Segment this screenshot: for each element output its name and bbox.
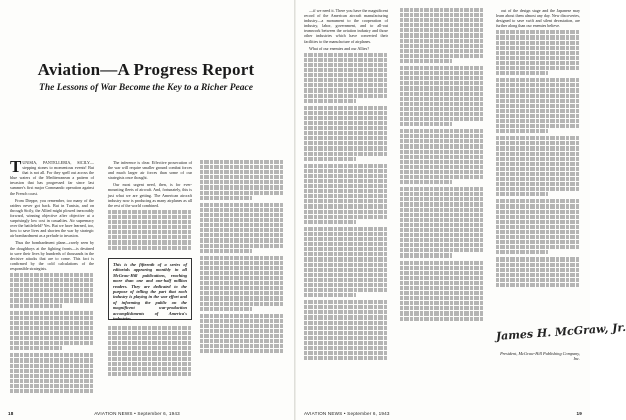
opening-paragraph — [10, 157, 94, 196]
paragraph: out of the design stage and the Japanese may learn about them almost any day. New discoveries, designed to save swift and silent devastation, are further along than our enemies believe. — [496, 8, 580, 29]
paragraph: Thus the bombardment plane—rarely seen by the doughboys at the fighting fronts—is destined to save their lives by hundreds of thousands in the decisive attacks that are to come. This fact is confirmed by the cold calculations of the responsible strategists. — [10, 240, 94, 271]
text-column-1 — [10, 157, 94, 382]
paragraph: From Dieppe, you remember, too many of the raiders never got back. But in Tunisia, and on through Sicily, the Allied might plowed inexorably forward, winning objective after objective at a surprisingly low cost in casualties. Air supremacy over the battlefield? Yes. But we have learned, too, how to save lives and shorten the war by strategic air bombardment as a prelude to invasion. — [10, 197, 94, 239]
dropcap-letter: T — [10, 157, 22, 176]
paragraph: The inference is clear. Effective prosecution of the war will require smaller ground combat forces and much larger air forces than some of our strategists once thought. — [108, 160, 192, 181]
unreadable-text — [400, 8, 484, 321]
signature-title: President, McGraw-Hill Publishing Company, Inc. — [500, 351, 580, 361]
text-column-3 — [200, 160, 284, 382]
text-column-2 — [108, 160, 192, 254]
text-column-4 — [304, 8, 388, 382]
article-deck: The Lessons of War Become the Key to a Richer Peace — [39, 83, 253, 93]
editorial-series-notice: This is the fifteenth of a series of editorials appearing monthly in all McGraw-Hill publications, reaching more than one and one-half million readers. They are dedicated to the purpose of telling the part that each industry is playing in the war effort and of informing the public on the magnificent war-production accomplishments of America's industries. — [108, 258, 192, 320]
text-column-6 — [496, 8, 580, 326]
paragraph: —if we need it. There you have the magnificent record of the American aircraft manufacturing industry—a monument to the cooperation of industry, labor, government, and to all-out teamwork between the aviation industry and those other industries which have converted their facilities to the manufacture of airplanes. — [304, 8, 388, 44]
left-page — [0, 0, 294, 420]
opening-text: UNISIA, PANTELLERIA, SICILY—stepping stones to momentous events! But that is not all. For they spell out across the blue waters of the Mediterranean a pattern of invasion that has progressed far since last summer's first major Commando operation against the French coast. — [10, 160, 94, 196]
left-page-footer — [8, 411, 180, 416]
paragraph: What of our enemies and our Allies? — [309, 45, 370, 51]
right-folio: 19 — [576, 411, 582, 416]
unreadable-text — [108, 326, 192, 376]
unreadable-text — [200, 160, 284, 353]
signature-block — [495, 320, 626, 361]
right-page-footer — [304, 411, 582, 416]
left-folio: 18 — [8, 411, 14, 416]
paragraph: Our most urgent need, then, is for ever-mounting fleets of aircraft. And, fortunately, this is just what we are getting. The American aircraft industry now is producing as many airplanes as all the rest of the world combined. — [108, 182, 192, 208]
right-page — [296, 0, 626, 420]
unreadable-text — [108, 210, 192, 250]
unreadable-text — [10, 273, 94, 393]
unreadable-text — [304, 53, 388, 361]
article-headline: Aviation—A Progress Report — [37, 60, 255, 79]
text-column-2-lower — [108, 326, 192, 382]
unreadable-text — [496, 30, 580, 287]
publisher-signature: James H. McGraw, Jr. — [495, 320, 626, 343]
left-running-head: AVIATION NEWS • September 6, 1943 — [94, 411, 180, 416]
right-running-head: AVIATION NEWS • September 6, 1943 — [304, 411, 390, 416]
text-column-5 — [400, 8, 484, 382]
